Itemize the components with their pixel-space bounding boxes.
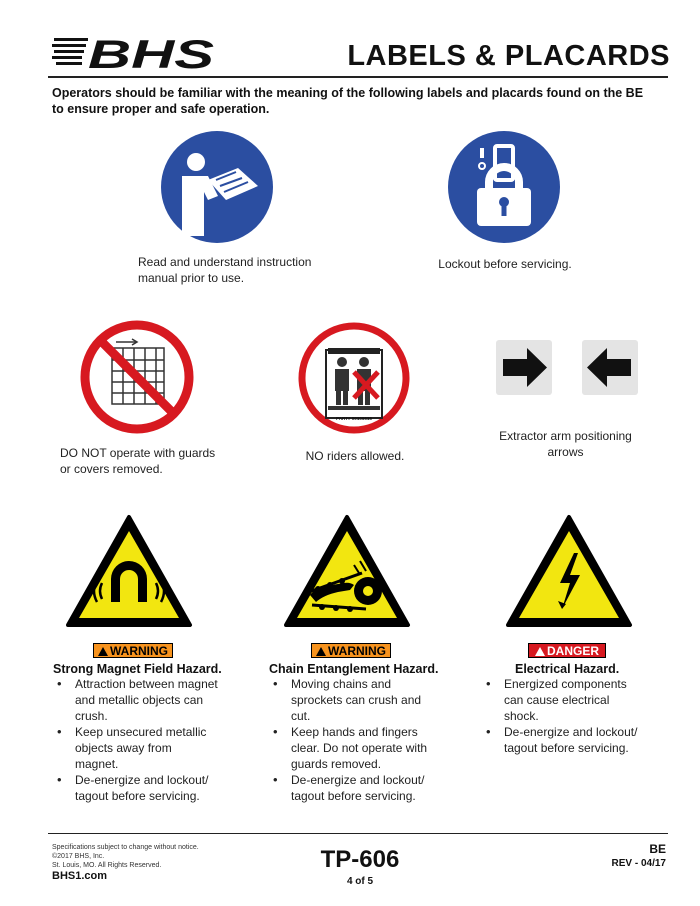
hazard-bullet: • De-energize and lockout/ tagout before servicing.: [482, 724, 642, 756]
danger-label-electrical: DANGER: [528, 643, 606, 658]
header-divider: [48, 76, 668, 78]
read-manual-caption: Read and understand instruction manual prior to use.: [138, 255, 312, 285]
bhs-logo: [52, 30, 222, 74]
electrical-hazard-icon: [504, 513, 634, 629]
chain-entanglement-icon: [282, 513, 412, 629]
chain-hazard-block: [269, 662, 469, 804]
warning-label-magnet: WARNING: [93, 643, 173, 658]
footer-disclaimer: Specifications subject to change without notice.: [52, 844, 199, 851]
read-manual-icon: [160, 130, 274, 244]
no-riders-icon: [298, 322, 410, 434]
no-guards-removed-icon: [80, 320, 194, 434]
footer-divider: [48, 833, 668, 834]
hazard-title: Electrical Hazard.: [515, 662, 620, 676]
magnet-hazard-block: [53, 662, 253, 804]
model-code: BE: [649, 842, 666, 856]
lockout-icon: [447, 130, 561, 244]
footer-left: [52, 843, 252, 882]
hazard-bullet: • Attraction between magnet and metallic objects can crush.: [53, 676, 218, 724]
hazard-title: Strong Magnet Field Hazard.: [53, 662, 222, 676]
lockout-caption: Lockout before servicing.: [438, 257, 572, 271]
no-riders-part-number: PART# 00106616: [336, 416, 372, 421]
electrical-hazard-block: [482, 662, 662, 756]
revision: REV - 04/17: [611, 858, 666, 869]
page-number: 4 of 5: [346, 876, 374, 887]
hazard-bullet: • Keep unsecured metallic objects away from magnet.: [53, 724, 218, 772]
footer-url: BHS1.com: [52, 870, 108, 882]
hazard-bullet: • Moving chains and sprockets can crush and cut.: [269, 676, 439, 724]
hazard-bullet: • De-energize and lockout/ tagout before servicing.: [269, 772, 439, 804]
no-riders-caption: NO riders allowed.: [305, 449, 405, 463]
document-number: TP-606: [320, 846, 400, 873]
page-title: LABELS & PLACARDS: [347, 40, 670, 72]
footer-copyright: ©2017 BHS, Inc.: [52, 853, 105, 860]
footer-address: St. Louis, MO. All Rights Reserved.: [52, 862, 162, 869]
warning-label-chain: WARNING: [311, 643, 391, 658]
hazard-bullet: • Energized components can cause electrical shock.: [482, 676, 642, 724]
no-guards-caption: DO NOT operate with guards or covers removed.: [60, 446, 216, 476]
logo-text: BHS: [88, 33, 215, 74]
right-arrow-icon: [496, 340, 552, 395]
hazard-bullet: • Keep hands and fingers clear. Do not operate with guards removed.: [269, 724, 439, 772]
hazard-bullet: • De-energize and lockout/ tagout before servicing.: [53, 772, 218, 804]
hazard-title: Chain Entanglement Hazard.: [269, 662, 439, 676]
magnet-hazard-icon: [64, 513, 194, 629]
arrows-caption: Extractor arm positioning arrows: [499, 429, 632, 459]
left-arrow-icon: [582, 340, 638, 395]
intro-text: Operators should be familiar with the meaning of the following labels and placards found on the BE to ensure proper and safe operation.: [52, 86, 644, 116]
